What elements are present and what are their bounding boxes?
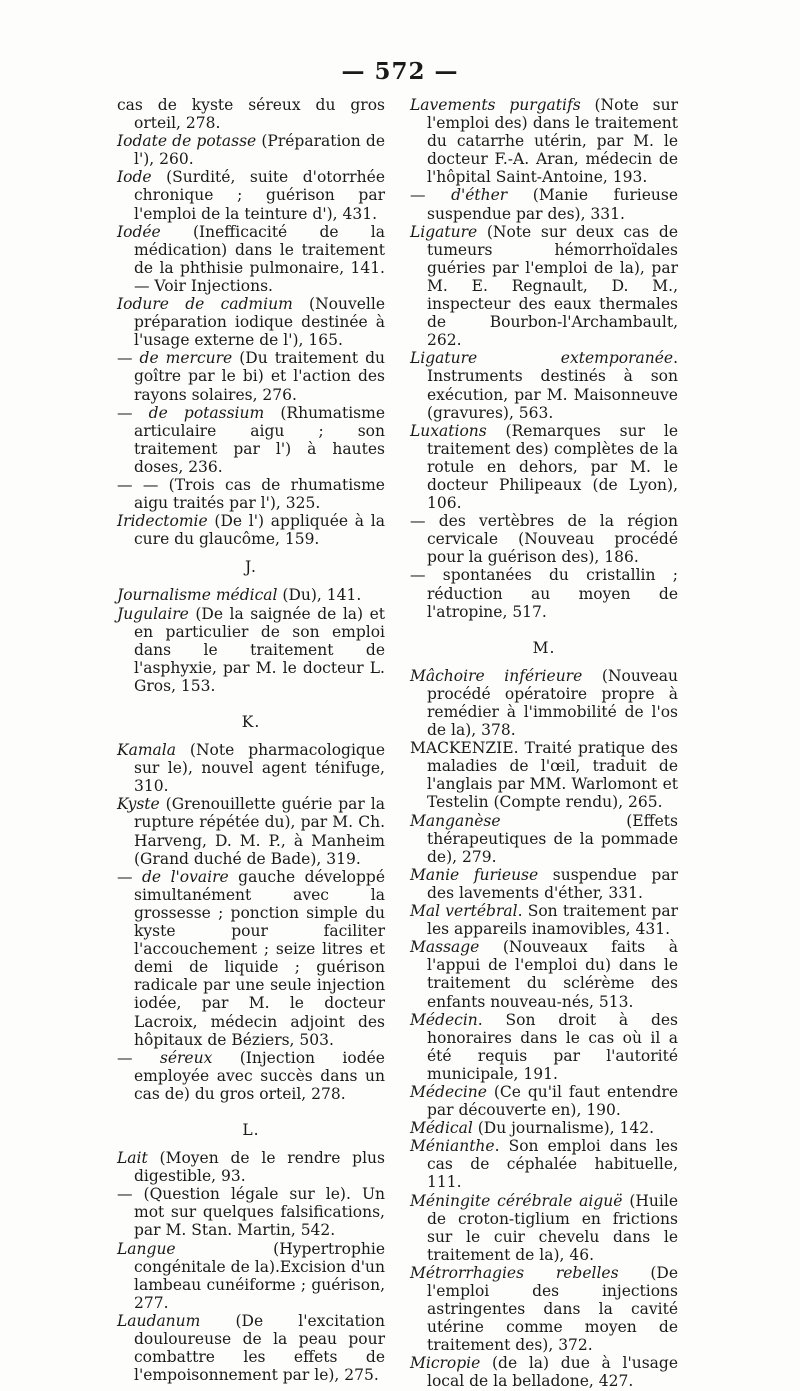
index-entry: Iode (Surdité, suite d'otorrhée chronique ; guérison par l'emploi de la teinture d'), 431. [117,168,385,223]
index-entry: Méningite cérébrale aiguë (Huile de croton-tiglium en frictions sur le cuir chevelu dans le traitement de la), 46. [410,1191,678,1264]
index-entry: Médecin. Son droit à des honoraires dans le cas où il a été requis par l'autorité municipale, 191. [410,1010,678,1083]
index-entry: — (Question légale sur le). Un mot sur quelques falsifications, par M. Stan. Martin, 542. [117,1185,385,1240]
index-entry: Langue (Hypertrophie congénitale de la).Excision d'un lambeau cunéiforme ; guérison, 277. [117,1239,385,1312]
index-entry: — de mercure (Du traitement du goître par le bi) et l'action des rayons solaires, 276. [117,349,385,404]
index-entry: — d'éther (Manie furieuse suspendue par des), 331. [410,186,678,223]
index-entry: MACKENZIE. Traité pratique des maladies de l'œil, traduit de l'anglais par MM. Warlomont et Testelin (Compte rendu), 265. [410,739,678,812]
index-entry: — — (Trois cas de rhumatisme aigu traités par l'), 325. [117,475,385,513]
index-entry: Iodée (Inefficacité de la médication) dans le traitement de la phthisie pulmonaire, 141.— Voir Injections. [117,222,385,295]
index-entry: Métrorrhagies rebelles (De l'emploi des injections astringentes dans la cavité utérine comme moyen de traitement des), 372. [410,1263,678,1355]
index-entry: Ligature extemporanée. Instruments destinés à son exécution, par M. Maisonneuve (gravures), 563. [410,349,678,422]
index-entry: cas de kyste séreux du gros orteil, 278. [117,96,385,133]
index-entry: Manganèse (Effets thérapeutiques de la pommade de), 279. [410,811,678,866]
index-entry: — séreux (Injection iodée employée avec succès dans un cas de) du gros orteil, 278. [117,1048,385,1103]
section-heading-l: L. [242,1120,260,1139]
index-entry: Médical (Du journalisme), 142. [410,1119,655,1138]
index-entry: Mal vertébral. Son traitement par les appareils inamovibles, 431. [410,902,678,939]
index-entry: Jugulaire (De la saignée de la) et en particulier de son emploi dans le traitement de l'asphyxie, par M. le docteur L. Gros, 153. [117,604,385,695]
index-entry: Kyste (Grenouillette guérie par la rupture répétée du), par M. Ch. Harveng, D. M. P., à Manheim (Grand duché de Bade), 319. [117,795,385,868]
index-entry: — de potassium (Rhumatisme articulaire aigu ; son traitement par l') à hautes doses, 236. [117,403,385,476]
index-entry: Kamala (Note pharmacologique sur le), nouvel agent ténifuge, 310. [117,741,385,796]
page-number: — 572 — [341,58,459,85]
index-entry: Iodure de cadmium (Nouvelle préparation iodique destinée à l'usage externe de l'), 165. [117,295,385,350]
index-entry: Journalisme médical (Du), 141. [117,586,362,605]
index-column-right [410,96,678,1391]
section-heading-j: J. [245,558,257,577]
index-entry: Massage (Nouveaux faits à l'appui de l'emploi du) dans le traitement du sclérème des enfants nouveau-nés, 513. [410,938,678,1011]
index-entry: Micropie (de la) due à l'usage local de la belladone, 427. [410,1354,678,1391]
index-entry: Ligature (Note sur deux cas de tumeurs hémorrhoïdales guéries par l'emploi de la), par M. E. Regnault, D. M., inspecteur des eaux thermales de Bourbon-l'Archambault, 262. [410,222,678,350]
index-entry: Médecine (Ce qu'il faut entendre par découverte en), 190. [410,1082,678,1120]
index-entry: — des vertèbres de la région cervicale (Nouveau procédé pour la guérison des), 186. [410,512,678,567]
index-entry: Lait (Moyen de le rendre plus digestible, 93. [117,1149,385,1186]
index-entry: Iodate de potasse (Préparation de l'), 260. [117,132,385,169]
index-entry: Luxations (Remarques sur le traitement des) complètes de la rotule en dehors, par M. le docteur Philipeaux (de Lyon), 106. [410,421,678,513]
section-heading-k: K. [241,713,261,731]
index-entry: Manie furieuse suspendue par des lavements d'éther, 331. [410,865,678,902]
section-heading-m: M. [532,638,556,657]
index-column-left [117,96,385,1384]
index-entry: — spontanées du cristallin ; réduction au moyen de l'atropine, 517. [410,566,678,621]
index-entry: — de l'ovaire gauche développé simultanément avec la grossesse ; ponction simple du kyste pour faciliter l'accouchement ; seize litres et demi de liquide ; guérison radicale par une seule injection iodée, par M. le docteur Lacroix, médecin adjoint des hôpitaux de Béziers, 503. [117,867,385,1049]
index-entry: Iridectomie (De l') appliquée à la cure du glaucôme, 159. [117,512,385,549]
index-entry: Ménianthe. Son emploi dans les cas de céphalée habituelle, 111. [410,1137,678,1192]
index-entry: Mâchoire inférieure (Nouveau procédé opératoire propre à remédier à l'immobilité de l'os de la), 378. [410,666,678,740]
index-entry: Laudanum (De l'excitation douloureuse de la peau pour combattre les effets de l'empoisonnement par le), 275. [117,1311,385,1385]
index-entry: Lavements purgatifs (Note sur l'emploi des) dans le traitement du catarrhe utérin, par M. le docteur F.-A. Aran, médecin de l'hôpital Saint-Antoine, 193. [410,96,678,187]
